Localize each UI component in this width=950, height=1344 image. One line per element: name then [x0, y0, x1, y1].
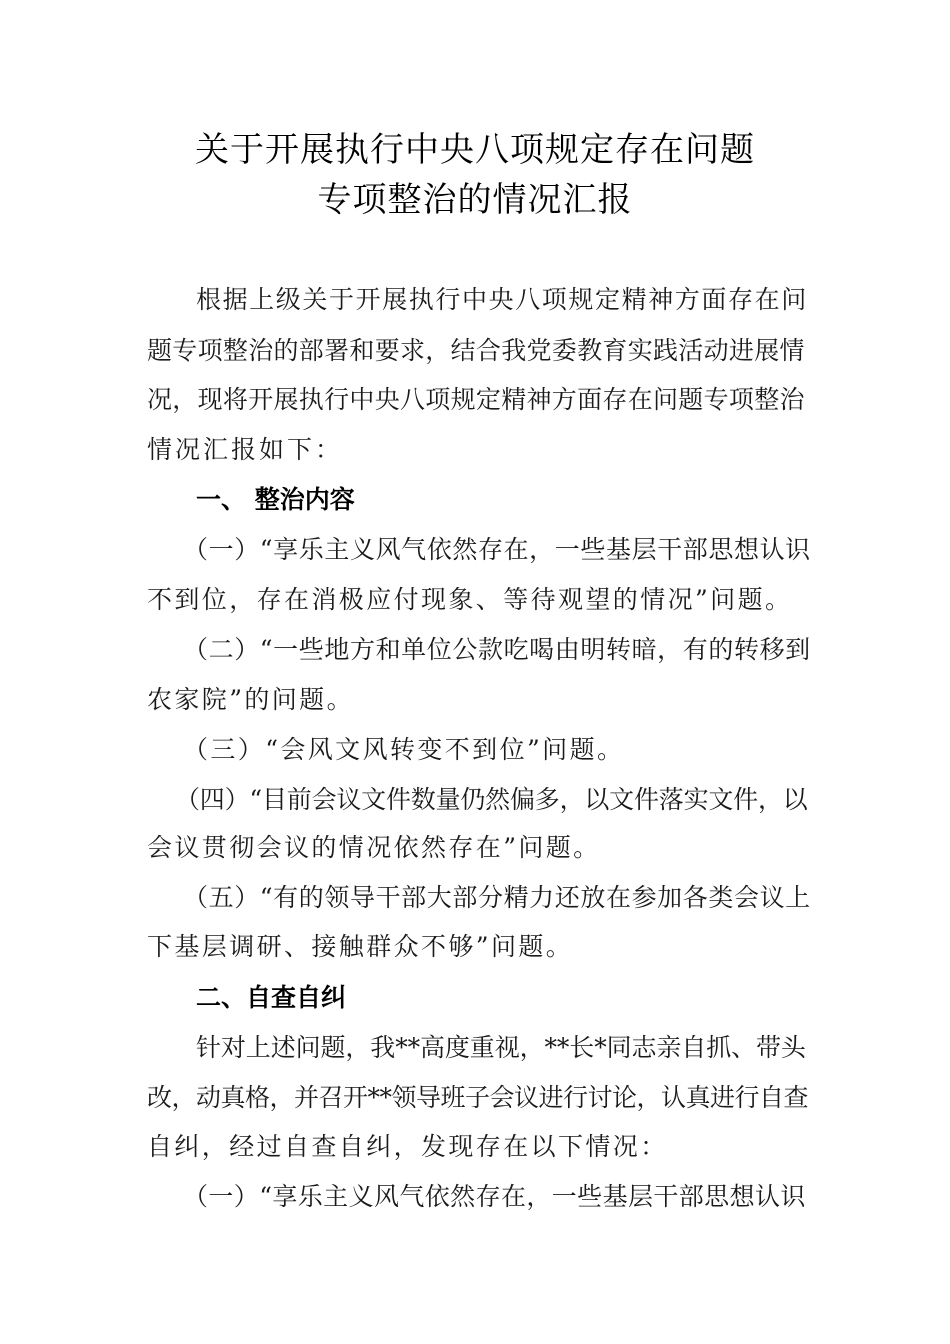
- document-title-line-1: 关于开展执行中央八项规定存在问题: [195, 130, 755, 170]
- section-2-body-line-2: 改，动真格，并召开**领导班子会议进行讨论，认真进行自查: [147, 1083, 809, 1112]
- item-4-line-1: （四）“目前会议文件数量仍然偏多，以文件落实文件，以: [175, 785, 808, 814]
- item-1-line-2: 不到位，存在消极应付现象、等待观望的情况”问题。: [147, 585, 793, 614]
- item-3-line-1: （三）“会风文风转变不到位”问题。: [183, 735, 625, 764]
- section-2-heading: 二、自查自纠: [196, 983, 347, 1012]
- intro-line-3: 况，现将开展执行中央八项规定精神方面存在问题专项整治: [147, 385, 805, 414]
- item-1-line-1: （一）“享乐主义风气依然存在，一些基层干部思想认识: [183, 535, 811, 564]
- item-5-line-1: （五）“有的领导干部大部分精力还放在参加各类会议上: [183, 883, 811, 912]
- section-2-item-1-line-1: （一）“享乐主义风气依然存在，一些基层干部思想认识: [183, 1182, 806, 1211]
- item-5-line-2: 下基层调研、接触群众不够”问题。: [147, 932, 574, 961]
- section-2-body-line-1: 针对上述问题，我**高度重视，**长*同志亲自抓、带头: [196, 1033, 806, 1062]
- section-1-heading: 一、 整治内容: [196, 485, 355, 514]
- item-2-line-2: 农家院”的问题。: [147, 685, 354, 714]
- intro-line-2: 题专项整治的部署和要求，结合我党委教育实践活动进展情: [147, 336, 805, 365]
- item-4-line-2: 会议贯彻会议的情况依然存在”问题。: [147, 833, 601, 862]
- section-2-body-line-3: 自纠，经过自查自纠，发现存在以下情况：: [147, 1132, 668, 1161]
- document-title-line-2: 专项整治的情况汇报: [317, 180, 633, 220]
- item-2-line-1: （二）“一些地方和单位公款吃喝由明转暗，有的转移到: [183, 635, 811, 664]
- intro-line-4: 情况汇报如下：: [147, 435, 344, 464]
- intro-line-1: 根据上级关于开展执行中央八项规定精神方面存在问: [196, 285, 808, 314]
